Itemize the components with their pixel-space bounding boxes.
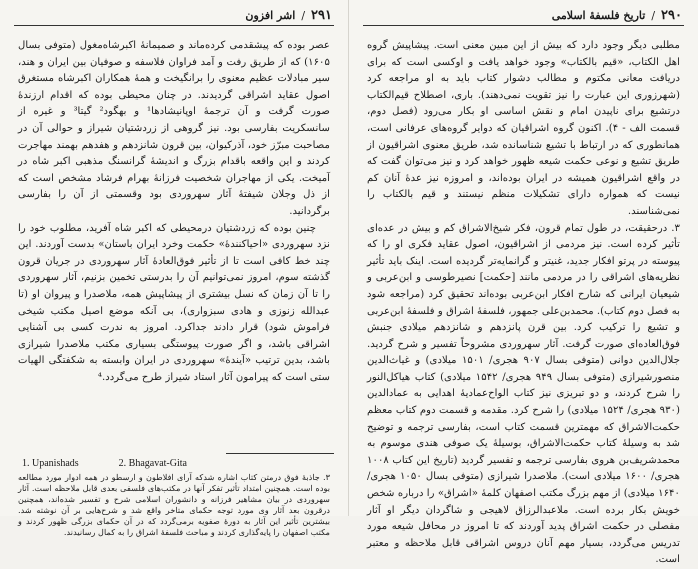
left-running-head: [16, 6, 332, 24]
right-running-head: [365, 6, 682, 24]
left-paragraph-1: عصر بوده که پیشقدمی کرده‌ماند و صمیمانهٔ اکبرشاه‌مغول (متوفی بسال ۱۶۰۵) که از طریق رفت و آمد فراوان فلاسفه و صوفیان بین ایران و هند، سیر مبادلات عظیم معنوی را برانگیخت و همهٔ همکاران اکبرشاه مستغرق اصول عقاید اشراقی گردیدند. در چنان محیطی بوده که اقدام ارزندهٔ صورت گرفت و آن ترجمهٔ اوپانیشادها¹ و بهگود² گیتا³ و غیره از سانسکریت بفارسی بود. نیز گروهی از زردشتیان شیراز و حوالی آن در مصاحبت مبرّز خود، آذرکیوان، بین قرون شانزدهم و هفدهم بهمند مهاجرت کردند و این واقعه باقدام بزرگ و اندیشهٔ گرانسنگ مذهبی اکبر شاه در آمیخت. یکی از مهاجران شخصیت فرزانهٔ بهرام فرشاد مشخص است که از ذل وجلان شیفتهٔ آثار سهروردی بود وقسمتی از آن را بفارسی برگردانید.: [18, 40, 331, 217]
header-separator: /: [651, 8, 656, 22]
left-header-title: اشر افزون: [245, 8, 296, 22]
footnote-latin-row: [22, 458, 326, 469]
footnote-latin-2: 2. Bhagavat-Gita: [118, 458, 187, 469]
right-header-title: تاریخ فلسفهٔ اسلامی: [551, 8, 646, 22]
right-paragraph-2: ۳. درحقیقت، در طول تمام قرون، فکر شیخ‌الاشراق کم و بیش در عده‌ای تأثیر کرده است. نیز مردمی از اشراقیون، اصول عقاید فکری او را که پیوسته در پرتو افکار جدید، غنیتر و گرانمایه‌تر گردیده است. اینک باید تأثیر نظریه‌های اشراقی را در مردمی مانند [حکمت] نصیرطوسی و ابن‌عربی و شیعیان ایرانی که شارح افکار ابن‌عربی بوده‌اند تحقیق کرد (مراجعه شود به فصل دوم کتاب). محمدبن‌علی جمهور، فلسفهٔ اشراق و فلسفهٔ ابن‌عربی و تشیع را ترکیب کرد. بین قرن پانزدهم و شانزدهم میلادی جنبش فوق‌العاده‌ای صورت گرفت. آثار سهروردی مشروحاً تفسیر و شرح گردید. جلال‌الدین دوانی (متوفی بسال ۹۰۷ هجری/ ۱۵۰۱ میلادی) و غیاث‌الدین منصورشیرازی (متوفی بسال ۹۴۹ هجری/ ۱۵۴۲ میلادی) کتاب هیاکل‌النور را شرح کردند، و دو تبریزی نیز کتاب الواح‌عمادیهٔ اهدایی به عمادالدین (۹۳۰ هجری/ ۱۵۲۴ میلادی) را شرح کرد. مقدمه و قسمت دوم کتاب معظم حکمت‌الاشراق که مهمترین قسمت کتاب است، بفارسی ترجمه و توضیح شد به وسیلهٔ کتاب حکمت‌الاشراق، بوسیلهٔ یک صوفی هندی موسوم به محمدشریف‌بن هروی بفارسی ترجمه و تفسیر گردید (تاریخ این کتاب ۱۰۰۸ هجری/ ۱۶۰۰ میلادی است). ملاصدرا شیرازی (متوفی بسال ۱۰۵۰ هجری/ ۱۶۴۰ میلادی) از مهم بزرگ مکتب اصفهان کلمهٔ «اشراق» را درباره شخص خویش بکار برده است. ملاعبدالرزاق لاهیجی و شاگردان دیگر او آثار مفصلی در حکمت اشراق پدید آوردند که تا امروز در محافل شیعه مورد تدریس می‌گردد، بسیار مهم آنان دروس اشراقی قابل ملاحظه و معتبر است.: [367, 222, 680, 566]
left-header-rule: [14, 25, 334, 26]
left-page: [0, 0, 349, 537]
footnote-text: ۳. جاذبهٔ فوق درمتن کتاب اشاره شدکه آرای افلاطون و ارسطو در همه ادوار مورد مطالعه بوده است. همچنین امتداد تأثیر تفکر آنها در مکتب‌های فلسفی بعدی قابل ملاحظه است. آثار سهروردی در بیان مشاهیر فرزانه و دانشوران اسلامی شرح و تفسیر شده‌اند، همچنین درقرون بعد آثار وی مورد توجه حکمای متاخر واقع شد و شرح‌هایی بر آن نوشته شد. بیشترین تأثیر این آثار به دورهٔ صفویه برمی‌گردد که در آن حکمای بزرگی ظهور کردند و مکتب اصفهان را پایه‌گذاری کردند و مباحث فلسفهٔ اشراق را به کمال رسانیدند.: [18, 472, 330, 537]
header-separator: /: [301, 8, 306, 22]
right-page: [349, 0, 698, 566]
left-body-text: [18, 38, 330, 386]
right-body-text: [367, 38, 680, 569]
footnote-rule: [226, 453, 334, 454]
right-page-number: ۲۹۰: [661, 7, 682, 23]
right-header-rule: [363, 25, 684, 26]
left-page-number: ۲۹۱: [311, 7, 332, 23]
left-paragraph-2: چنین بوده که زردشتیان درمحیطی که اکبر شاه آفرید، مطلوب خود را نزد سهروردی «احیاکنندهٔ» حکمت وخرد ایران باستان» بدست آوردند. این چند خط کافی است تا از تأثیر فوق‌العادهٔ آثار سهروردی در جریان قرون گذشته سوم، امروز نمی‌توانیم آن را بدرستی تخمین بزنیم، آثار سهروردی را تا آن زمان که نسل بیشتری از پیشاپیش همه، ملاصدرا و پیروان او (تا عبدالله زنوزی و هادی سبزواری)، بی آنکه موضع اصیل مکتب شیخی فراموش شود) قرار دادند جداکرد. امروز به ندرت کسی بی آشنایی اشراقی باشد، و اگر صورت پیوستگی بسیاری مکتب ملاصدرا شیرازی باشد، بدین ترتیب «آیندهٔ» سهروردی در ایران وابسته به شکفتگی الهیات ستی است که پیرامون آثار استاد شیراز طرح می‌گردد.⁴: [18, 222, 330, 383]
right-paragraph-1: مطلبی دیگر وجود دارد که بیش از این مبین معنی است. پیشاپیش گروه اهل الکتاب، «قیم بالکتاب» وجود خواهد یافت و اوکسی است که برای دریافت معانی مکتوم و مطالب دشوار کتاب باید به او مراجعه کرد (شهرزوری این عبارت را نیز تقویت نمی‌دهند). باری، اصطلاح قیم‌الکتاب درتشیع برای ناپیدن امام و نقش اساسی او بکار می‌رود (فصل دوم، قسمت الف - ۴). اکنون گروه اشراقیان که دوایر گروه‌های عرفانی است، همانطوری که در ارتباط با تشیع شناسانده شد، طریق معنوی اشراقیون از طریق تشیع و نوعی حکمت شیعه ظهور خواهد کرد و نیز می‌توان گفت که در واقع اشراقیون همیشه در ایران بوده‌اند، و امروزه نیز عدهٔ آنان کم نیست که همواره دارای تشکیلات منظم نیستند و قیم بالکتاب را نمی‌شناسند.: [367, 40, 680, 217]
footnote-latin-1: 1. Upanishads: [22, 458, 79, 469]
